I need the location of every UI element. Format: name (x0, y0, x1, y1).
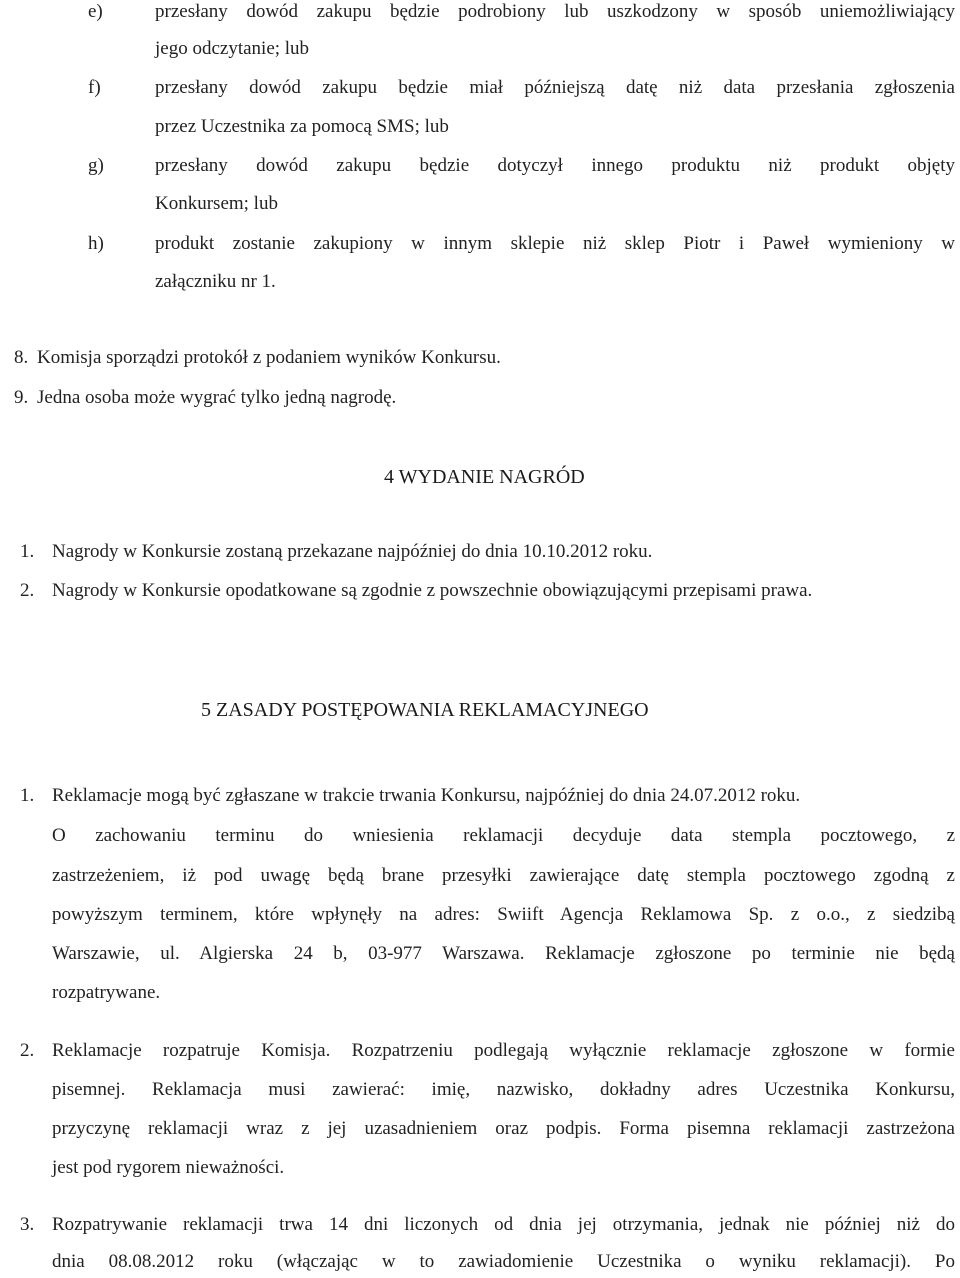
section-5-item-1-line-6: rozpatrywane. (52, 982, 161, 1003)
list-item-f-line-1: przesłany dowód zakupu będzie miał późniejszą datę niż data przesłania zgłoszenia (155, 77, 955, 98)
list-item-g-line-2: Konkursem; lub (155, 193, 278, 214)
section-4-heading: 4 WYDANIE NAGRÓD (384, 466, 585, 488)
list-label-f: f) (88, 77, 101, 98)
section-5-item-1-label: 1. (20, 785, 35, 806)
point-label-8: 8. (14, 347, 29, 368)
list-item-e-line-1: przesłany dowód zakupu będzie podrobiony lub uszkodzony w sposób uniemożliwiający (155, 1, 955, 22)
section-5-item-2-label: 2. (20, 1040, 35, 1061)
section-5-heading: 5 ZASADY POSTĘPOWANIA REKLAMACYJNEGO (201, 699, 649, 721)
point-9-text: Jedna osoba może wygrać tylko jedną nagrodę. (37, 387, 397, 408)
list-item-h-line-1: produkt zostanie zakupiony w innym sklepie niż sklep Piotr i Paweł wymieniony w (155, 233, 955, 254)
point-label-9: 9. (14, 387, 29, 408)
list-item-f-line-2: przez Uczestnika za pomocą SMS; lub (155, 116, 449, 137)
section-4-item-2-text: Nagrody w Konkursie opodatkowane są zgodnie z powszechnie obowiązującymi przepisami prawa. (52, 580, 813, 601)
list-label-g: g) (88, 155, 104, 176)
list-item-h-line-2: załączniku nr 1. (155, 271, 276, 292)
section-5-item-3-line-2: dnia 08.08.2012 roku (włączając w to zawiadomienie Uczestnika o wyniku reklamacji). Po (52, 1251, 955, 1272)
section-5-item-2-line-4: jest pod rygorem nieważności. (52, 1157, 285, 1178)
section-5-item-1-line-4: powyższym terminem, które wpłynęły na adres: Swiift Agencja Reklamowa Sp. z o.o., z siedzibą (52, 904, 955, 925)
section-5-item-3-label: 3. (20, 1214, 35, 1235)
section-5-item-2-line-2: pisemnej. Reklamacja musi zawierać: imię, nazwisko, dokładny adres Uczestnika Konkursu, (52, 1079, 955, 1100)
section-5-item-2-line-1: Reklamacje rozpatruje Komisja. Rozpatrzeniu podlegają wyłącznie reklamacje zgłoszone w formie (52, 1040, 955, 1061)
section-5-item-1-line-3: zastrzeżeniem, iż pod uwagę będą brane przesyłki zawierające datę stempla pocztowego zgodną z (52, 865, 955, 886)
section-5-item-1-line-5: Warszawie, ul. Algierska 24 b, 03-977 Warszawa. Reklamacje zgłoszone po terminie nie będą (52, 943, 955, 964)
section-5-item-1-line-2: O zachowaniu terminu do wniesienia reklamacji decyduje data stempla pocztowego, z (52, 825, 955, 846)
section-5-item-2-line-3: przyczynę reklamacji wraz z jej uzasadnieniem oraz podpis. Forma pisemna reklamacji zastrzeżona (52, 1118, 955, 1139)
list-label-h: h) (88, 233, 104, 254)
section-5-item-1-line-1: Reklamacje mogą być zgłaszane w trakcie trwania Konkursu, najpóźniej do dnia 24.07.2012 roku. (52, 785, 801, 806)
section-4-item-1-text: Nagrody w Konkursie zostaną przekazane najpóźniej do dnia 10.10.2012 roku. (52, 541, 653, 562)
section-5-item-3-line-1: Rozpatrywanie reklamacji trwa 14 dni liczonych od dnia jej otrzymania, jednak nie później niż do (52, 1214, 955, 1235)
section-4-item-1-label: 1. (20, 541, 35, 562)
list-item-g-line-1: przesłany dowód zakupu będzie dotyczył innego produktu niż produkt objęty (155, 155, 955, 176)
list-label-e: e) (88, 1, 103, 22)
point-8-text: Komisja sporządzi protokół z podaniem wyników Konkursu. (37, 347, 501, 368)
section-4-item-2-label: 2. (20, 580, 35, 601)
list-item-e-line-2: jego odczytanie; lub (155, 38, 310, 59)
